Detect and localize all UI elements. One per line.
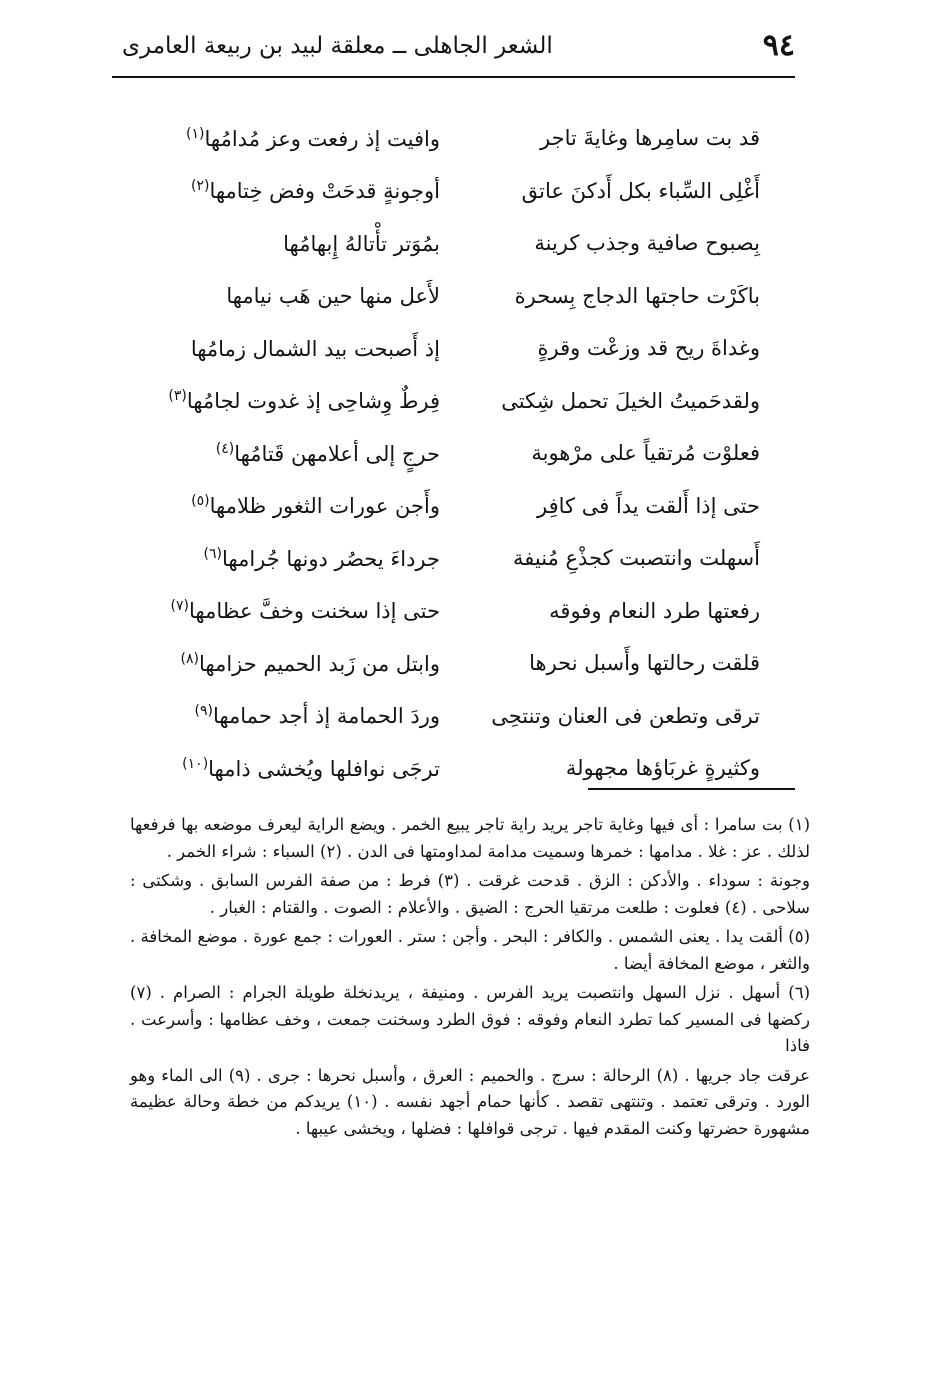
second-hemistich-text: حتى إذا سخنت وخفَّ عظامها	[189, 599, 440, 624]
running-head: الشعر الجاهلى ــ معلقة لبيد بن ربيعة العامرى	[122, 33, 553, 59]
verse-line	[120, 427, 760, 480]
second-hemistich-text: حرجٍ إلى أعلامهن قَتامُها	[234, 441, 440, 466]
footnote-marker: (١٠)	[182, 755, 209, 772]
footnote-marker: (٤)	[215, 440, 235, 457]
page-number: ٩٤	[762, 28, 795, 63]
footnote: (٥) ألقت يدا . يعنى الشمس . والكافر : البحر . وأجن : ستر . العورات : جمع عورة . موضع المخافة . والثغر ، موضع المخافة أيضا .	[130, 927, 810, 973]
second-hemistich	[120, 283, 440, 308]
verse-line	[120, 532, 760, 585]
first-hemistich: ترقى وتطعن فى العنان وتنتحِى	[491, 703, 760, 728]
second-hemistich-text: وردَ الحمامة إذ أجد حمامها	[212, 704, 440, 729]
footnote-marker: (١)	[186, 125, 205, 142]
second-hemistich-text: فِرطٌ وِشاحِى إذ غدوت لجامُها	[186, 389, 440, 414]
first-hemistich: قد بت سامِرها وغايةَ تاجر	[540, 126, 760, 151]
second-hemistich-text: وافيت إذ رفعت وعز مُدامُها	[204, 126, 440, 151]
page-header	[112, 26, 795, 72]
second-hemistich	[120, 336, 440, 361]
first-hemistich: أَسهلت وانتصبت كجذْعِ مُنيفة	[513, 546, 760, 571]
verse-line	[120, 637, 760, 690]
footnote: (٦) أسهل . نزل السهل وانتصبت يريد الفرس . ومنيفة ، يريدنخلة طويلة الجرام : الصرام . (٧) ركضها فى المسير كما تطرد النعام وفوقه : فوق الطرد وسخنت جمعت ، وخف عظامها : وأسرعت . فاذا	[130, 983, 810, 1055]
verse-line	[120, 585, 760, 638]
footnotes	[130, 812, 810, 1145]
footnote-marker: (٣)	[168, 388, 187, 405]
second-hemistich	[120, 388, 440, 413]
verse-line	[120, 742, 760, 795]
first-hemistich: ولقدحَميتُ الخيلَ تحمل شِكتى	[501, 388, 760, 413]
first-hemistich: وغداةَ ريح قد وزعْت وقرةٍ	[537, 336, 760, 361]
first-hemistich: بِصبوح صافية وجذب كرينة	[534, 231, 760, 256]
first-hemistich: فعلوْت مُرتقياً على مرْهوبة	[531, 441, 760, 466]
verse-line	[120, 690, 760, 743]
footnote-marker: (٧)	[170, 598, 189, 615]
first-hemistich: أَغْلِى السِّباء بكل أَدكنَ عاتق	[521, 178, 760, 203]
footnote: (١) بت سامرا : أى فيها وغاية تاجر يريد راية تاجر يبيع الخمر . ويضع الراية ليعرف موضعه بها فرفعها لذلك . عز : غلا . مدامها : خمرها وسميت مدامة لمداومتها فى الدن . (٢) السباء : شراء الخمر .	[130, 815, 810, 861]
header-rule	[112, 76, 795, 78]
footnote-marker: (٢)	[190, 178, 210, 195]
second-hemistich-text: إذ أَصبحت بيد الشمال زمامُها	[190, 336, 440, 361]
verse-line	[120, 217, 760, 270]
footnote: عرقت جاد جريها . (٨) الرحالة : سرج . والحميم : العرق ، وأسبل نحرها : جرى . (٩) الى الماء وهو الورد . وترقى تعتمد . وتنتهى تقصد . كأنها حمام أجهد نفسه . (١٠) يريدكم من خطة وحالة عظيمة مشهورة حضرتها وكنت المقدم فيها . ترجى قوافلها : فضلها ، ويخشى عيبها .	[130, 1065, 811, 1138]
second-hemistich	[120, 231, 440, 256]
second-hemistich-text: لأَعل منها حين هَب نيامها	[226, 284, 440, 309]
second-hemistich	[120, 598, 440, 623]
first-hemistich: وكثيرةٍ غربَاؤها مجهولة	[565, 756, 760, 781]
footnote-marker: (٦)	[203, 545, 222, 562]
footnote-marker: (٥)	[191, 493, 210, 510]
footnote-marker: (٨)	[180, 650, 200, 667]
second-hemistich	[120, 493, 440, 518]
second-hemistich	[120, 546, 440, 571]
poem-verses	[120, 112, 760, 795]
footnote-marker: (٩)	[194, 703, 213, 720]
verse-line	[120, 322, 760, 375]
second-hemistich	[120, 703, 440, 728]
first-hemistich: رفعتها طرد النعام وفوقه	[549, 598, 760, 623]
verse-line	[120, 375, 760, 428]
second-hemistich	[120, 441, 440, 466]
second-hemistich	[120, 651, 440, 676]
verse-line	[120, 270, 760, 323]
verse-line	[120, 165, 760, 218]
footnote: وجونة : سوداء . والأدكن : الزق . قدحت غرقت . (٣) فرط : من صفة الفرس السابق . وشكتى : سلاحى . (٤) فعلوت : طلعت مرتقيا الحرج : الضيق . والأعلام : الصوت . والقتام : الغبار .	[130, 871, 810, 917]
first-hemistich: قلقت رحالتها وأَسبل نحرها	[529, 651, 760, 676]
verse-line	[120, 480, 760, 533]
second-hemistich	[120, 178, 440, 203]
second-hemistich-text: جرداءَ يحصُر دونها جُرامها	[222, 546, 440, 571]
verse-line	[120, 112, 760, 165]
first-hemistich: باكَرْت حاجتها الدجاج بِسحرة	[514, 283, 760, 308]
second-hemistich-text: بمُوَتر تأْتالهُ إِبهامُها	[283, 231, 440, 256]
second-hemistich-text: أوجونةٍ قدحَتْ وفض خِتامها	[209, 179, 440, 204]
second-hemistich	[120, 126, 440, 151]
footnote-separator	[588, 788, 795, 790]
second-hemistich	[120, 756, 440, 781]
second-hemistich-text: وأَجن عورات الثغور ظلامها	[209, 494, 440, 519]
first-hemistich: حتى إذا أَلقت يداً فى كافِر	[537, 493, 760, 518]
second-hemistich-text: ترجَى نوافلها ويُخشى ذامها	[208, 756, 440, 781]
second-hemistich-text: وابتل من زَبد الحميم حزامها	[199, 651, 440, 676]
